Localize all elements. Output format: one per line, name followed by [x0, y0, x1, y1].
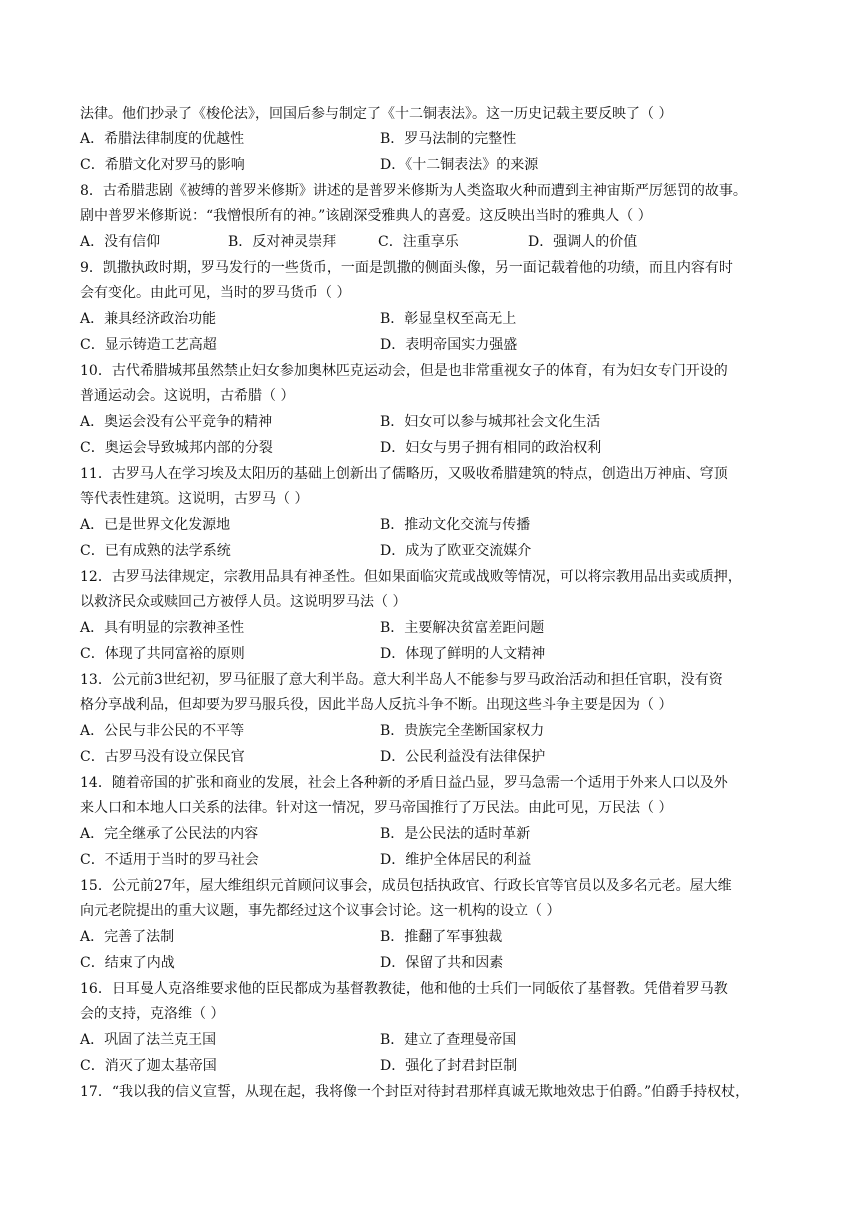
q9-option-b: B．彰显皇权至高无上	[380, 311, 517, 327]
q9-option-a: A．兼具经济政治功能	[80, 311, 217, 327]
q12-option-b: B．主要解决贫富差距问题	[380, 620, 545, 636]
q8-option-b: B．反对神灵崇拜	[228, 234, 337, 250]
q9-option-c: C．显示铸造工艺高超	[80, 337, 217, 353]
q9-stem-line-1: 9．凯撒执政时期，罗马发行的一些货币，一面是凯撒的侧面头像，另一面记载着他的功绩，而且内容有时	[80, 260, 733, 276]
q16-option-d: D．强化了封君封臣制	[380, 1058, 518, 1074]
q13-option-d: D．公民利益没有法律保护	[380, 749, 546, 765]
q14-option-a: A．完全继承了公民法的内容	[80, 826, 259, 842]
q7-option-c: C．希腊文化对罗马的影响	[80, 157, 245, 173]
q17-stem-line-1: 17．“我以我的信义宣誓，从现在起，我将像一个封臣对待封君那样真诚无欺地效忠于伯爵。”伯爵手持权杖，	[80, 1084, 750, 1100]
q10-option-c: C．奥运会导致城邦内部的分裂	[80, 440, 273, 456]
q13-option-c: C．古罗马没有设立保民官	[80, 749, 245, 765]
q10-option-d: D．妇女与男子拥有相同的政治权利	[380, 440, 602, 456]
q14-option-d: D．维护全体居民的利益	[380, 852, 532, 868]
q11-option-c: C．已有成熟的法学系统	[80, 543, 231, 559]
q13-option-a: A．公民与非公民的不平等	[80, 723, 245, 739]
q12-option-c: C．体现了共同富裕的原则	[80, 646, 245, 662]
q8-stem-line-1: 8．古希腊悲剧《被缚的普罗米修斯》讲述的是普罗米修斯为人类盗取火种而遭到主神宙斯严厉惩罚的故事。	[80, 183, 747, 199]
q7-option-d: D．《十二铜表法》的来源	[380, 157, 539, 173]
q7-stem-line: 法律。他们抄录了《梭伦法》，回国后参与制定了《十二铜表法》。这一历史记载主要反映了（ ）	[80, 106, 673, 122]
q16-option-c: C．消灭了迦太基帝国	[80, 1058, 217, 1074]
q14-stem-line-2: 来人口和本地人口关系的法律。针对这一情况，罗马帝国推行了万民法。由此可见，万民法（ ）	[80, 800, 673, 816]
q10-stem-line-2: 普通运动会。这说明，古希腊（ ）	[80, 388, 295, 404]
q15-option-b: B．推翻了军事独裁	[380, 929, 503, 945]
q8-option-a: A．没有信仰	[80, 234, 161, 250]
q9-option-d: D．表明帝国实力强盛	[380, 337, 518, 353]
q11-option-b: B．推动文化交流与传播	[380, 517, 531, 533]
q7-option-b: B．罗马法制的完整性	[380, 131, 517, 147]
q16-option-a: A．巩固了法兰克王国	[80, 1032, 217, 1048]
q14-stem-line-1: 14．随着帝国的扩张和商业的发展，社会上各种新的矛盾日益凸显，罗马急需一个适用于外来人口以及外	[80, 775, 728, 791]
q7-option-a: A．希腊法律制度的优越性	[80, 131, 245, 147]
q13-stem-line-1: 13．公元前3世纪初，罗马征服了意大利半岛。意大利半岛人不能参与罗马政治活动和担任官职，没有资	[80, 672, 723, 688]
q8-stem-line-2: 剧中普罗米修斯说：“我憎恨所有的神。”该剧深受雅典人的喜爱。这反映出当时的雅典人（ ）	[80, 208, 652, 224]
q9-stem-line-2: 会有变化。由此可见，当时的罗马货币（ ）	[80, 285, 351, 301]
q15-stem-line-2: 向元老院提出的重大议题，事先都经过这个议事会讨论。这一机构的设立（ ）	[80, 903, 561, 919]
q10-stem-line-1: 10．古代希腊城邦虽然禁止妇女参加奥林匹克运动会，但是也非常重视女子的体育，有为妇女专门开设的	[80, 363, 728, 379]
q13-option-b: B．贵族完全垄断国家权力	[380, 723, 545, 739]
q15-option-a: A．完善了法制	[80, 929, 175, 945]
q11-stem-line-1: 11．古罗马人在学习埃及太阳历的基础上创新出了儒略历，又吸收希腊建筑的特点，创造出万神庙、穹顶	[80, 466, 728, 482]
q13-stem-line-2: 格分享战利品，但却要为罗马服兵役，因此半岛人反抗斗争不断。出现这些斗争主要是因为（ ）	[80, 697, 673, 713]
q12-stem-line-2: 以救济民众或赎回己方被俘人员。这说明罗马法（ ）	[80, 594, 407, 610]
q11-option-a: A．已是世界文化发源地	[80, 517, 231, 533]
q14-option-c: C．不适用于当时的罗马社会	[80, 852, 259, 868]
q11-option-d: D．成为了欧亚交流媒介	[380, 543, 532, 559]
q15-stem-line-1: 15．公元前27年，屋大维组织元首顾问议事会，成员包括执政官、行政长官等官员以及多名元老。屋大维	[80, 878, 732, 894]
q12-stem-line-1: 12．古罗马法律规定，宗教用品具有神圣性。但如果面临灾荒或战败等情况，可以将宗教用品出卖或质押，	[80, 569, 742, 585]
q16-option-b: B．建立了查理曼帝国	[380, 1032, 517, 1048]
q14-option-b: B．是公民法的适时革新	[380, 826, 531, 842]
q12-option-d: D．体现了鲜明的人文精神	[380, 646, 546, 662]
q10-option-b: B．妇女可以参与城邦社会文化生活	[380, 414, 601, 430]
q12-option-a: A．具有明显的宗教神圣性	[80, 620, 245, 636]
q8-option-d: D．强调人的价值	[528, 234, 638, 250]
q11-stem-line-2: 等代表性建筑。这说明，古罗马（ ）	[80, 491, 309, 507]
q8-option-c: C．注重享乐	[378, 234, 459, 250]
q15-option-c: C．结束了内战	[80, 955, 175, 971]
q10-option-a: A．奥运会没有公平竞争的精神	[80, 414, 273, 430]
q16-stem-line-1: 16．日耳曼人克洛维要求他的臣民都成为基督教教徒，他和他的士兵们一同皈依了基督教。凭借着罗马教	[80, 981, 728, 997]
q15-option-d: D．保留了共和因素	[380, 955, 504, 971]
q16-stem-line-2: 会的支持，克洛维（ ）	[80, 1006, 225, 1022]
